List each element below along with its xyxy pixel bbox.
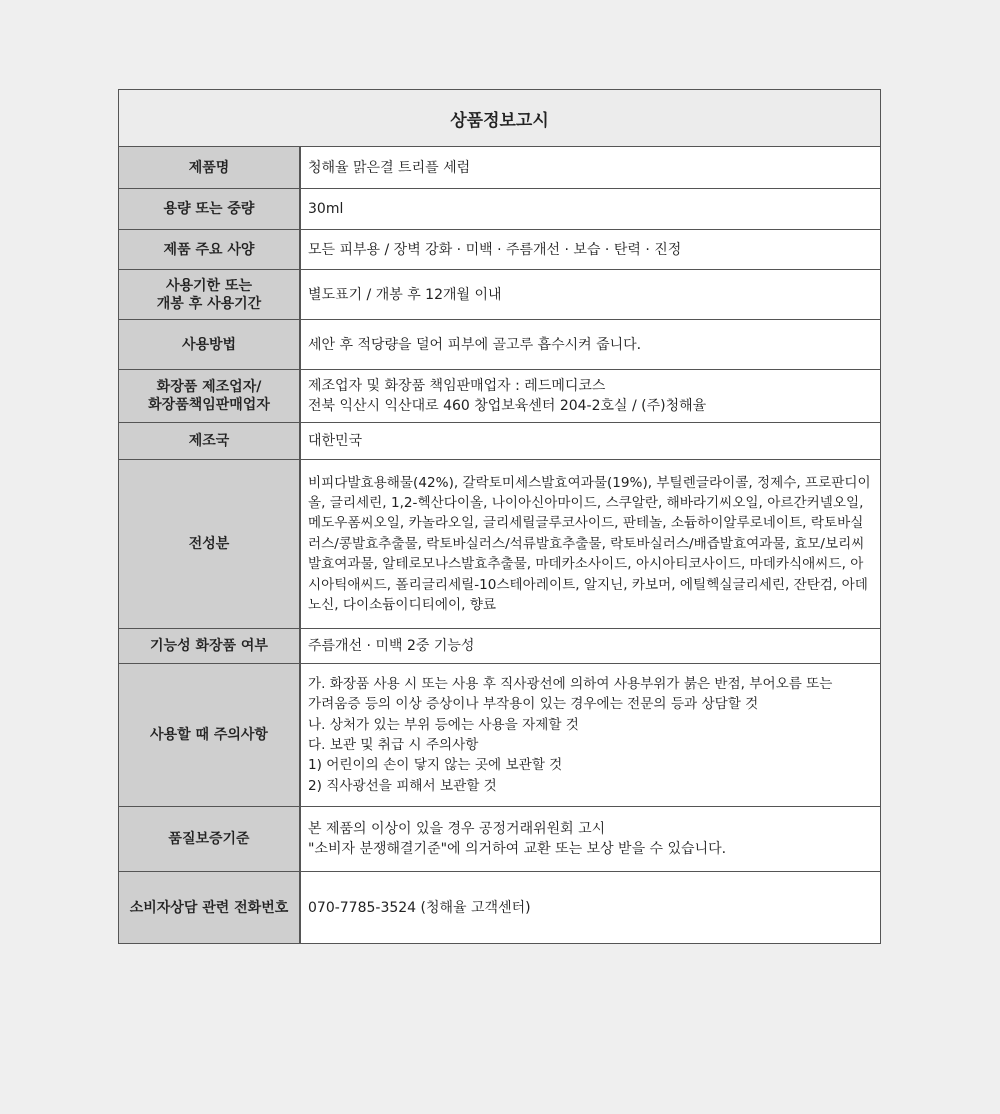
value-text: 세안 후 적당량을 덜어 피부에 골고루 흡수시켜 줍니다. [308, 336, 642, 353]
row-value [301, 189, 880, 229]
label-text: 전성분 [188, 536, 230, 552]
label-text: 화장품 제조업자/ [156, 379, 262, 395]
row-value [301, 807, 880, 871]
label-text: 개봉 후 사용기간 [156, 295, 262, 312]
row-value [301, 270, 880, 319]
value-text: 별도표기 / 개봉 후 12개월 이내 [308, 286, 502, 303]
value-text: 대한민국 [308, 433, 363, 449]
value-text: 본 제품의 이상이 있을 경우 공정거래위원회 고시 [308, 821, 606, 837]
row-value [301, 460, 880, 628]
row-country [119, 423, 880, 460]
value-text: 30ml [308, 201, 344, 217]
label-text: 사용기한 또는 [165, 277, 252, 294]
row-value [301, 370, 880, 422]
row-precautions [119, 664, 880, 807]
row-label [119, 460, 301, 628]
row-label [119, 230, 301, 269]
row-label [119, 872, 301, 943]
row-manufacturer [119, 370, 880, 423]
label-text: 사용할 때 주의사항 [150, 727, 268, 743]
row-label [119, 807, 301, 871]
row-product-name [119, 147, 880, 189]
value-text: 1) 어린이의 손이 닿지 않는 곳에 보관할 것 [308, 757, 563, 774]
row-label [119, 270, 301, 319]
value-text: 다. 보관 및 취급 시 주의사항 [308, 737, 479, 753]
table-title: 상품정보고시 [119, 90, 880, 147]
row-functional [119, 629, 880, 664]
value-text: 나. 상처가 있는 부위 등에는 사용을 자제할 것 [308, 716, 579, 733]
row-value [301, 664, 880, 806]
label-text: 화장품책임판매업자 [148, 397, 270, 413]
row-label [119, 320, 301, 369]
row-label [119, 423, 301, 459]
value-text: 2) 직사광선을 피해서 보관할 것 [308, 777, 497, 794]
row-label [119, 629, 301, 663]
product-info-table [118, 89, 881, 944]
value-text: 가. 화장품 사용 시 또는 사용 후 직사광선에 의하여 사용부위가 붉은 반점, 부어오름 또는 [308, 675, 833, 692]
row-ingredients [119, 460, 880, 629]
label-text: 품질보증기준 [168, 831, 250, 847]
row-value [301, 629, 880, 663]
label-text: 사용방법 [181, 336, 237, 353]
row-main-spec [119, 230, 880, 270]
row-label [119, 147, 301, 188]
value-text: 전북 익산시 익산대로 460 창업보육센터 204-2호실 / (주)청해율 [308, 398, 707, 414]
label-text: 제품 주요 사양 [163, 241, 255, 258]
label-text: 소비자상담 관련 전화번호 [129, 899, 289, 916]
value-text: 가려움증 등의 이상 증상이나 부작용이 있는 경우에는 전문의 등과 상담할 것 [308, 696, 759, 713]
row-label [119, 370, 301, 422]
row-value [301, 230, 880, 269]
row-volume [119, 189, 880, 230]
row-value [301, 320, 880, 369]
value-text: "소비자 분쟁해결기준"에 의거하여 교환 또는 보상 받을 수 있습니다. [308, 841, 727, 857]
value-text: 주름개선 · 미백 2중 기능성 [308, 638, 475, 654]
ingredients-text: 비피다발효용해물(42%), 갈락토미세스발효여과물(19%), 부틸렌글라이콜, 정제수, 프로판디이올, 글리세린, 1,2-헥산다이올, 나이아신아마이드, 스쿠알란, 해바라기씨오일, 아르간커넬오일, 메도우폼씨오일, 카놀라오일, 글리세릴글루코사이드, 판테놀, 소듐하이알루로네이트, 락토바실러스/콩발효추출물, 락토바실러스/석류발효추출물, 락토바실러스/배즙발효여과물, 효모/보리씨발효여과물, 알테로모나스발효추출물, 마데카소사이드, 아시아티코사이드, 마데카식애씨드, 아시아틱애씨드, 폴리글리세릴-10스테아레이트, 알지닌, 카보머, 에틸헥실글리세린, 잔탄검, 아데노신, 다이소듐이디티에이, 향료 [308, 474, 871, 614]
row-value [301, 423, 880, 459]
row-quality [119, 807, 880, 872]
phone-text: 070-7785-3524 (청해율 고객센터) [308, 899, 531, 916]
label-text: 기능성 화장품 여부 [150, 638, 268, 654]
value-text: 제조업자 및 화장품 책임판매업자 : 레드메디코스 [308, 378, 606, 394]
label-text: 제품명 [188, 159, 230, 176]
row-usage [119, 320, 880, 370]
row-value [301, 872, 880, 943]
label-text: 제조국 [188, 433, 230, 449]
row-contact [119, 872, 880, 943]
value-text: 청해율 맑은결 트리플 세럼 [308, 159, 471, 176]
label-text: 용량 또는 중량 [163, 201, 255, 217]
row-label [119, 189, 301, 229]
value-text: 모든 피부용 / 장벽 강화 · 미백 · 주름개선 · 보습 · 탄력 · 진정 [308, 241, 682, 258]
row-label [119, 664, 301, 806]
row-expiry [119, 270, 880, 320]
row-value [301, 147, 880, 188]
